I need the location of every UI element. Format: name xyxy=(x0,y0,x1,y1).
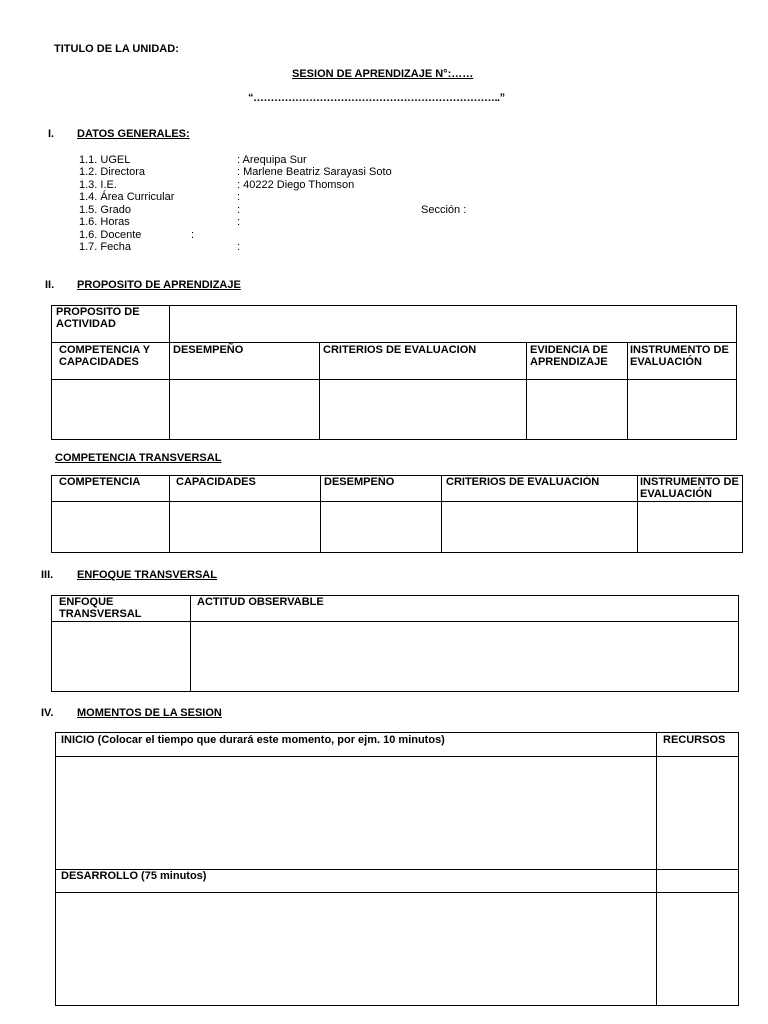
section-2-title: PROPOSITO DE APRENDIZAJE xyxy=(77,279,241,291)
recursos-header: RECURSOS xyxy=(663,734,726,746)
general-data-label: 1.3. I.E. xyxy=(79,179,117,191)
title-placeholder-line: “……………………………………………………………..” xyxy=(248,92,505,104)
table-divider xyxy=(627,342,628,440)
column-header: ACTITUD OBSERVABLE xyxy=(197,596,324,608)
column-header: DESEMPEÑO xyxy=(324,476,395,488)
section-4-number: IV. xyxy=(41,707,54,719)
section-1-number: I. xyxy=(48,128,55,140)
column-header: COMPETENCIA xyxy=(59,476,141,488)
column-header: CAPACIDADES xyxy=(176,476,256,488)
column-header: EVIDENCIA DE APRENDIZAJE xyxy=(530,344,608,368)
unit-title: TITULO DE LA UNIDAD: xyxy=(54,43,179,55)
transversal-competence-title: COMPETENCIA TRANSVERSAL xyxy=(55,452,222,464)
table-divider xyxy=(55,892,739,893)
general-data-label: 1.7. Fecha xyxy=(79,241,131,253)
column-header: COMPETENCIA Y CAPACIDADES xyxy=(59,344,150,368)
general-data-label: 1.4. Área Curricular xyxy=(79,191,175,203)
general-data-value: : xyxy=(237,204,241,216)
general-data-label: 1.6. Docente xyxy=(79,229,142,241)
section-3-title: ENFOQUE TRANSVERSAL xyxy=(77,569,217,581)
general-data-label: 1.6. Horas xyxy=(79,216,130,228)
general-data-label: 1.2. Directora xyxy=(79,166,146,178)
table-divider xyxy=(526,342,527,440)
table-divider xyxy=(656,732,657,1006)
general-data-label: 1.5. Grado xyxy=(79,204,131,216)
general-data-value: : xyxy=(237,216,241,228)
section-field-label: Sección : xyxy=(421,204,467,216)
table-divider xyxy=(51,379,737,380)
section-2-number: II. xyxy=(45,279,55,291)
column-header: INSTRUMENTO DE EVALUACIÓN xyxy=(630,344,729,368)
general-data-value: : xyxy=(237,241,241,253)
purpose-label: PROPOSITO DE ACTIVIDAD xyxy=(56,306,140,330)
general-data-label: 1.1. UGEL xyxy=(79,154,131,166)
column-header: CRITERIOS DE EVALUACION xyxy=(323,344,477,356)
table-divider xyxy=(169,475,170,553)
column-header: INSTRUMENTO DE EVALUACIÓN xyxy=(640,476,739,500)
section-4-title: MOMENTOS DE LA SESION xyxy=(77,707,222,719)
table-divider xyxy=(51,501,743,502)
table-divider xyxy=(190,595,191,692)
general-data-value: : xyxy=(191,229,195,241)
table-divider xyxy=(319,342,320,440)
table-divider xyxy=(637,475,638,553)
table-divider xyxy=(169,305,170,440)
inicio-header: INICIO (Colocar el tiempo que durará este momento, por ejm. 10 minutos) xyxy=(61,734,445,746)
table-divider xyxy=(320,475,321,553)
general-data-value: : Marlene Beatriz Sarayasi Soto xyxy=(237,166,392,178)
section-1-title: DATOS GENERALES: xyxy=(77,128,190,140)
table-divider xyxy=(55,756,739,757)
desarrollo-header: DESARROLLO (75 minutos) xyxy=(61,870,207,882)
general-data-value: : 40222 Diego Thomson xyxy=(237,179,355,191)
column-header: ENFOQUE TRANSVERSAL xyxy=(59,596,142,620)
column-header: DESEMPEÑO xyxy=(173,344,244,356)
session-title: SESION DE APRENDIZAJE N°:…… xyxy=(292,68,474,80)
table-divider xyxy=(51,621,739,622)
table-divider xyxy=(51,342,737,343)
table-divider xyxy=(441,475,442,553)
column-header: CRITERIOS DE EVALUACIÓN xyxy=(446,476,600,488)
general-data-value: : xyxy=(237,191,241,203)
general-data-value: : Arequipa Sur xyxy=(237,154,307,166)
section-3-number: III. xyxy=(41,569,54,581)
